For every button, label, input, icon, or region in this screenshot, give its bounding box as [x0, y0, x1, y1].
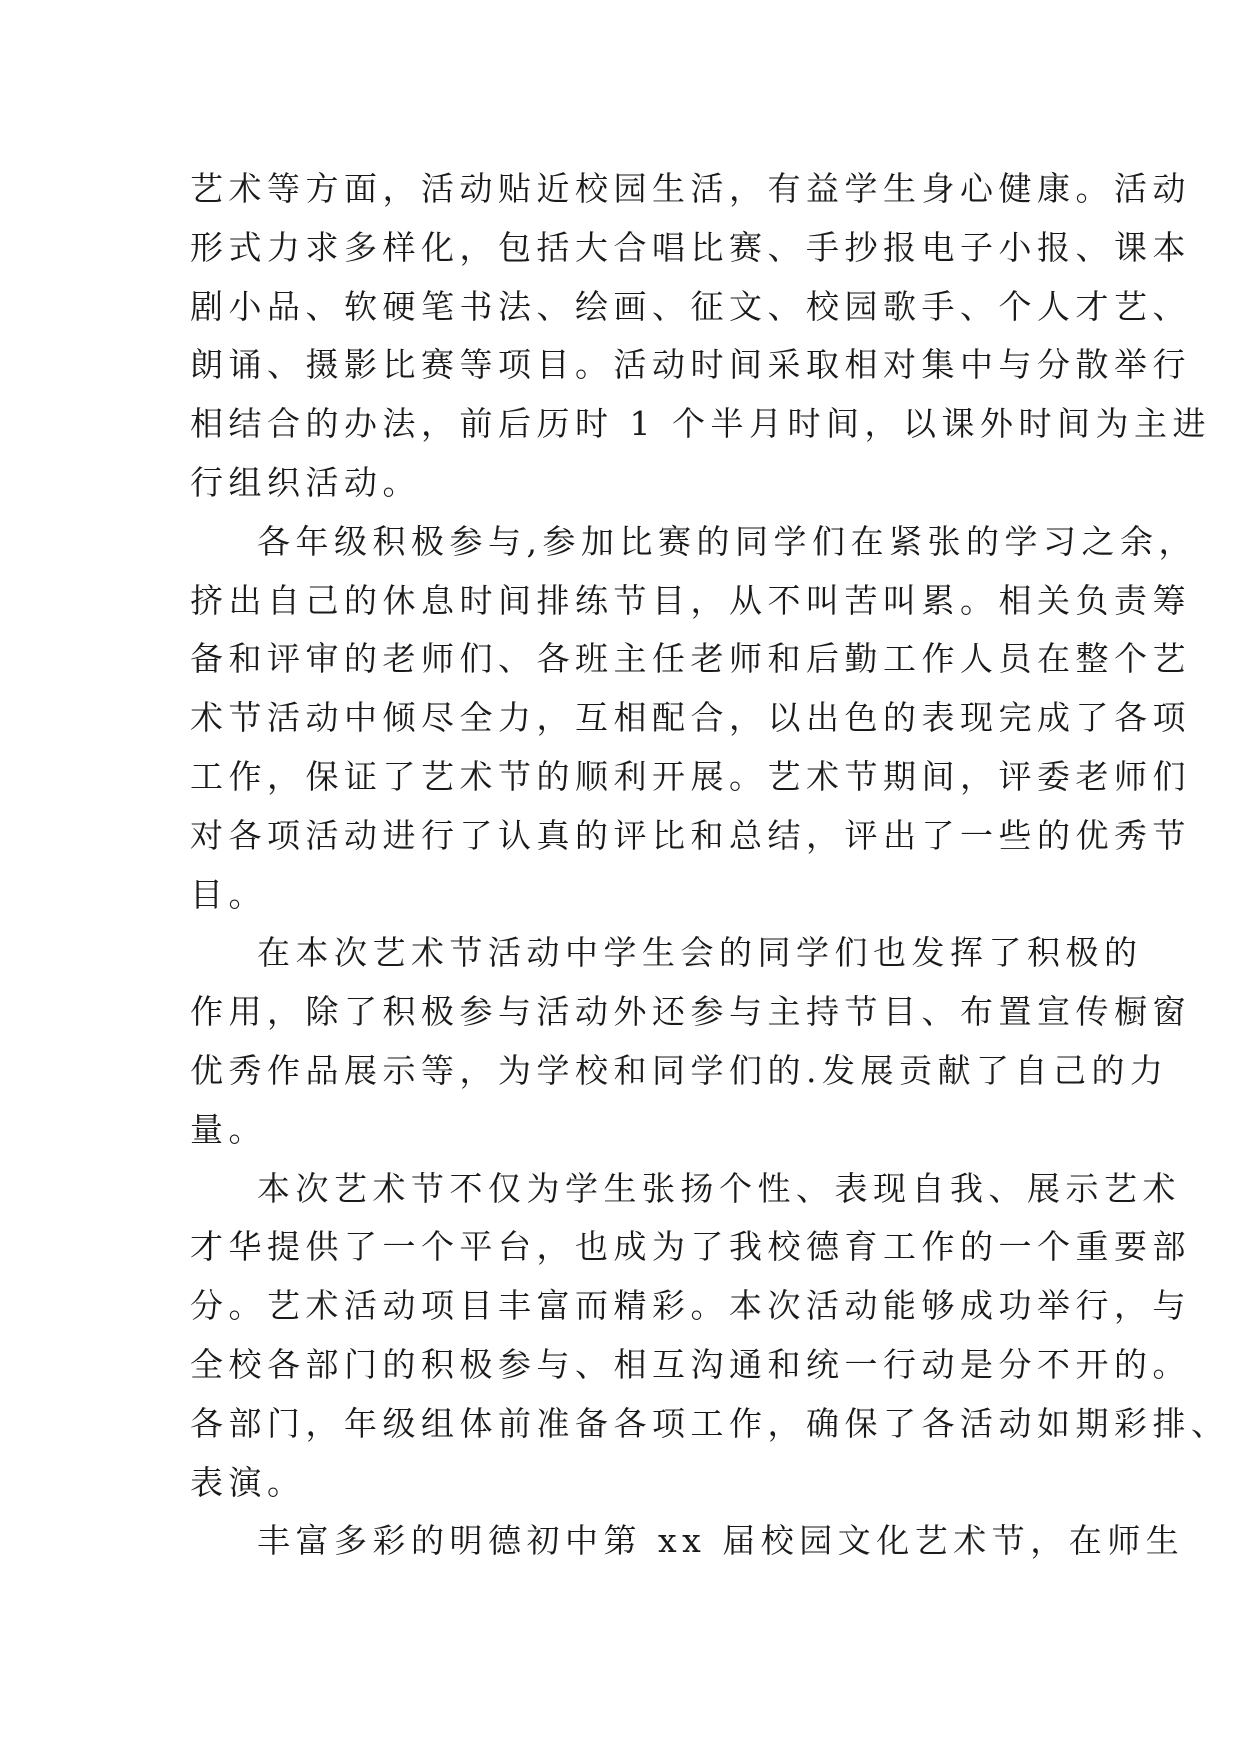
text-line: 剧小品、软硬笔书法、绘画、征文、校园歌手、个人才艺、 — [190, 286, 1191, 326]
text-line: 目。 — [190, 874, 267, 914]
text-line: 才华提供了一个平台，也成为了我校德育工作的一个重要部 — [190, 1227, 1191, 1267]
text-line: 全校各部门的积极参与、相互沟通和统一行动是分不开的。 — [190, 1344, 1191, 1384]
text-line: 形式力求多样化，包括大合唱比赛、手抄报电子小报、课本 — [190, 227, 1191, 267]
text-line: 艺术等方面，活动贴近校园生活，有益学生身心健康。活动 — [190, 169, 1191, 208]
text-line: 行组织活动。 — [190, 462, 421, 502]
paragraph-start-line: 各年级积极参与,参加比赛的同学们在紧张的学习之余， — [257, 521, 1197, 561]
text-line: 工作，保证了艺术节的顺利开展。艺术节期间，评委老师们 — [190, 756, 1191, 796]
text-line: 备和评审的老师们、各班主任老师和后勤工作人员在整个艺 — [190, 639, 1191, 679]
text-line: 相结合的办法，前后历时 1 个半月时间，以课外时间为主进 — [190, 404, 1211, 444]
text-line: 作用，除了积极参与活动外还参与主持节目、布置宣传橱窗 — [190, 992, 1191, 1032]
text-line: 对各项活动进行了认真的评比和总结，评出了一些的优秀节 — [190, 815, 1191, 855]
text-line: 各部门，年级组体前准备各项工作，确保了各活动如期彩排、 — [190, 1403, 1230, 1443]
text-line: 挤出自己的休息时间排练节目，从不叫苦叫累。相关负责筹 — [190, 580, 1191, 620]
text-line: 术节活动中倾尽全力，互相配合，以出色的表现完成了各项 — [190, 698, 1191, 738]
text-line: 量。 — [190, 1109, 267, 1149]
text-line: 优秀作品展示等，为学校和同学们的.发展贡献了自己的力 — [190, 1050, 1169, 1090]
text-line: 表演。 — [190, 1462, 306, 1502]
paragraph-start-line: 本次艺术节不仅为学生张扬个性、表现自我、展示艺术 — [257, 1168, 1181, 1208]
paragraph-start-line: 在本次艺术节活动中学生会的同学们也发挥了积极的 — [257, 933, 1143, 973]
text-line: 朗诵、摄影比赛等项目。活动时间采取相对集中与分散举行 — [190, 345, 1191, 385]
paragraph-start-line: 丰富多彩的明德初中第 xx 届校园文化艺术节，在师生 — [257, 1521, 1185, 1561]
document-body — [190, 160, 1230, 1571]
text-line: 分。艺术活动项目丰富而精彩。本次活动能够成功举行，与 — [190, 1286, 1191, 1326]
